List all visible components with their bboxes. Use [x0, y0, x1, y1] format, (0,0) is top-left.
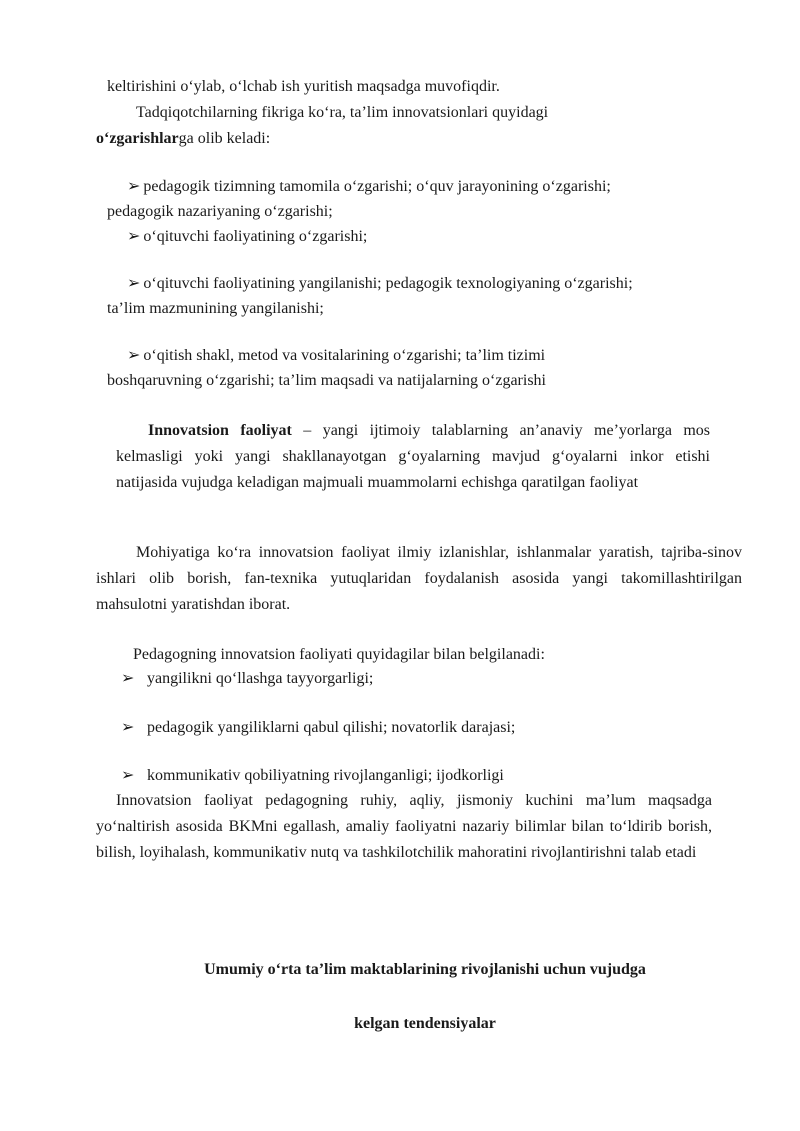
list-item-continuation: pedagogik nazariyaning o‘zgarishi; [107, 203, 333, 220]
list-item-text: yangilikni qo‘llashga tayyorgarligi; [147, 670, 374, 687]
paragraph-researchers-line2 [96, 129, 270, 149]
paragraph-researchers-rest: ga olib keladi: [178, 130, 271, 147]
list-item-text: pedagogik tizimning tamomila o‘zgarishi; o‘quv jarayonining o‘zgarishi; [143, 178, 611, 195]
list-item [127, 274, 633, 294]
list-item-text: pedagogik yangiliklarni qabul qilishi; novatorlik darajasi; [147, 719, 516, 736]
list-item-text: o‘qituvchi faoliyatining yangilanishi; pedagogik texnologiyaning o‘zgarishi; [143, 275, 633, 292]
list-item [127, 346, 545, 366]
arrow-bullet-icon: ➢ [121, 719, 135, 736]
list-item [127, 177, 611, 197]
closing-paragraph: Innovatsion faoliyat pedagogning ruhiy, aqliy, jismoniy kuchini ma’lum maqsadga yo‘naltirish asosida BKMni egallash, amaliy faoliyatni nazariy bilimlar bilan to‘ldirib borish, bilish, loyihalash, kommunikativ nutq va tashkilotchilik mahoratini rivojlantirishni talab etadi [96, 792, 712, 861]
essence-paragraph: Mohiyatiga ko‘ra innovatsion faoliyat ilmiy izlanishlar, ishlanmalar yaratish, tajriba-sinov ishlari olib borish, fan-texnika yutuqlaridan foydalanish asosida yangi takomillashtirilgan mahsulotni yaratishdan iborat. [96, 544, 742, 613]
arrow-bullet-icon: ➢ [127, 275, 141, 292]
list-item-continuation: ta’lim mazmunining yangilanishi; [107, 300, 324, 317]
list-item [121, 669, 373, 689]
bold-term-changes: o‘zgarishlar [96, 130, 179, 147]
arrow-bullet-icon: ➢ [121, 767, 135, 784]
arrow-bullet-icon: ➢ [127, 178, 141, 195]
list-item [121, 718, 515, 738]
definition-paragraph [116, 418, 710, 496]
list-item-continuation: boshqaruvning o‘zgarishi; ta’lim maqsadi va natijalarning o‘zgarishi [107, 372, 546, 389]
paragraph-continuation: keltirishini o‘ylab, o‘lchab ish yuritish maqsadga muvofiqdir. [107, 78, 500, 95]
list-item-text: o‘qitish shakl, metod va vositalarining o‘zgarishi; ta’lim tizimi [143, 347, 546, 364]
paragraph-researchers-line1: Tadqiqotchilarning fikriga ko‘ra, ta’lim innovatsionlari quyidagi [136, 104, 549, 121]
definition-text: – yangi ijtimoiy talablarning an’anaviy me’yorlarga mos kelmasligi yoki yangi shakllanayotgan g‘oyalarning mavjud g‘oyalarni inkor etishi natijasida vujudga keladigan majmuali muammolarni echishga qaratilgan faoliyat [116, 422, 710, 491]
definition-term: Innovatsion faoliyat [148, 422, 292, 439]
section-heading-line1: Umumiy o‘rta ta’lim maktablarining rivojlanishi uchun vujudga [204, 961, 646, 978]
list-item [121, 766, 504, 786]
list-item [127, 227, 367, 247]
arrow-bullet-icon: ➢ [127, 347, 141, 364]
section-heading-line2: kelgan tendensiyalar [354, 1015, 496, 1032]
arrow-bullet-icon: ➢ [121, 670, 135, 687]
arrow-bullet-icon: ➢ [127, 228, 141, 245]
pedagog-intro: Pedagogning innovatsion faoliyati quyidagilar bilan belgilanadi: [133, 646, 545, 663]
list-item-text: kommunikativ qobiliyatning rivojlanganligi; ijodkorligi [147, 767, 504, 784]
list-item-text: o‘qituvchi faoliyatining o‘zgarishi; [143, 228, 368, 245]
